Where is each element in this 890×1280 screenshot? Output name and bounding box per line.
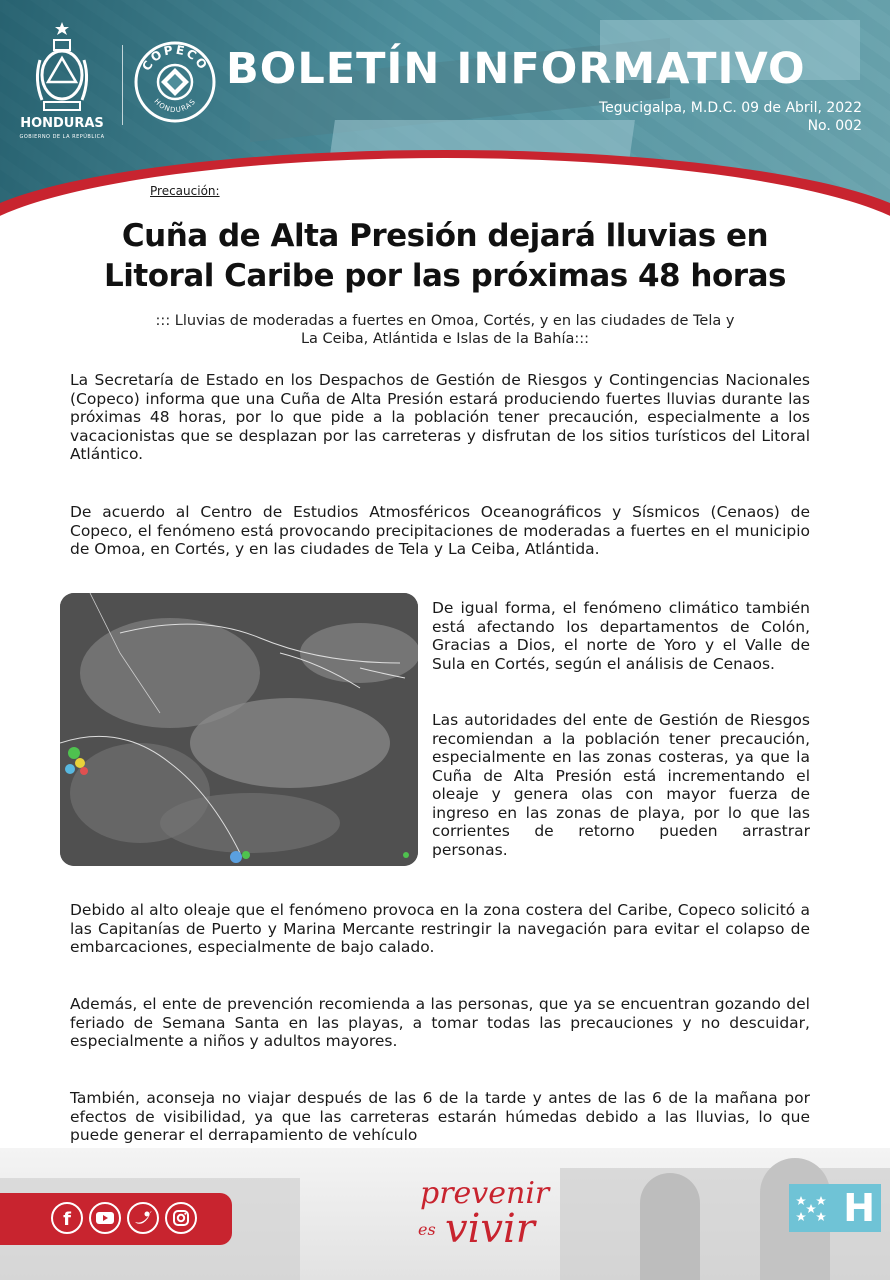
paragraph-1: La Secretaría de Estado en los Despachos de Gestión de Riesgos y Contingencias Nacionales (Copeco) informa que una Cuña de Alta Presión estará produciendo fuertes lluvias durante las próximas 48 horas, por lo que pide a la población tener precaución, especialmente a los vacacionistas que se desplazan por las carreteras y disfrutan de los sitios turísticos del Litoral Atlántico.	[70, 371, 810, 463]
copeco-logo	[133, 40, 217, 124]
svg-text:COPECO: COPECO	[139, 42, 211, 74]
bulletin-title: BOLETÍN INFORMATIVO	[226, 44, 806, 94]
copeco-emblem-icon	[133, 40, 217, 124]
honduras-flag-badge	[789, 1184, 881, 1232]
satellite-map-graphic	[60, 593, 418, 866]
paragraph-6: Además, el ente de prevención recomienda a las personas, que ya se encuentran gozando del feriado de Semana Santa en las playas, a tomar todas las precauciones y no descuidar, especialmente a niños y adultos mayores.	[70, 995, 810, 1050]
bulletin-footer	[0, 1148, 890, 1280]
logo-divider	[122, 45, 123, 125]
slogan-prevenir: prevenir	[420, 1176, 550, 1211]
caution-label: Precaución:	[150, 184, 220, 198]
satellite-image	[60, 593, 418, 866]
honduras-coat-of-arms-icon	[32, 20, 92, 116]
social-media-bar	[0, 1193, 232, 1245]
paragraph-2: De acuerdo al Centro de Estudios Atmosféricos Oceanográficos y Sísmicos (Cenaos) de Copeco, el fenómeno está provocando precipitaciones de moderadas a fuertes en el municipio de Omoa, en Cortés, y en las ciudades de Tela y La Ceiba, Atlántida.	[70, 503, 810, 558]
paragraph-7: También, aconseja no viajar después de las 6 de la tarde y antes de las 6 de la mañana por efectos de visibilidad, ya que las carreteras estarán húmedas debido a las lluvias, lo que puede generar el derrapamiento de vehículo	[70, 1089, 810, 1144]
facebook-icon[interactable]	[51, 1202, 83, 1234]
slogan-vivir: vivir	[445, 1206, 535, 1252]
svg-text:HONDURAS: HONDURAS	[152, 97, 198, 115]
country-subtitle: GOBIERNO DE LA REPÚBLICA	[19, 134, 105, 140]
twitter-icon[interactable]	[127, 1202, 159, 1234]
subheadline-line-1: ::: Lluvias de moderadas a fuertes en Omoa, Cortés, y en las ciudades de Tela y	[155, 313, 735, 329]
honduras-government-logo	[14, 20, 110, 150]
bulletin-number: No. 002	[807, 118, 862, 134]
instagram-icon[interactable]	[165, 1202, 197, 1234]
star-icon	[791, 1184, 841, 1232]
article-headline	[20, 216, 870, 296]
youtube-icon[interactable]	[89, 1202, 121, 1234]
svg-text:f: f	[63, 1209, 71, 1230]
article-subheadline	[40, 312, 850, 348]
headline-line-1: Cuña de Alta Presión dejará lluvias en	[121, 218, 769, 254]
paragraph-3: De igual forma, el fenómeno climático también está afectando los departamentos de Colón, Gracias a Dios, el norte de Yoro y el Valle de Sula en Cortés, según el análisis de Cenaos.	[432, 599, 810, 673]
paragraph-4: Las autoridades del ente de Gestión de Riesgos recomiendan a la población tener precaución, especialmente en las zonas costeras, ya que la Cuña de Alta Presión está incrementando el oleaje y genera olas con mayor fuerza de ingreso en las zonas de playa, por lo que las corrientes de retorno pueden arrastrar personas.	[432, 711, 810, 859]
slogan-es: es	[418, 1220, 436, 1239]
subheadline-line-2: La Ceiba, Atlántida e Islas de la Bahía:::	[300, 331, 590, 347]
bulletin-header	[0, 0, 890, 250]
country-name: HONDURAS	[20, 116, 104, 131]
headline-line-2: Litoral Caribe por las próximas 48 horas	[104, 258, 786, 294]
flag-letter: H	[843, 1186, 875, 1230]
bulletin-date: Tegucigalpa, M.D.C. 09 de Abril, 2022	[598, 100, 862, 116]
paragraph-5: Debido al alto oleaje que el fenómeno provoca en la zona costera del Caribe, Copeco solicitó a las Capitanías de Puerto y Marina Mercante restringir la navegación para evitar el colapso de embarcaciones, especialmente de bajo calado.	[70, 901, 810, 956]
